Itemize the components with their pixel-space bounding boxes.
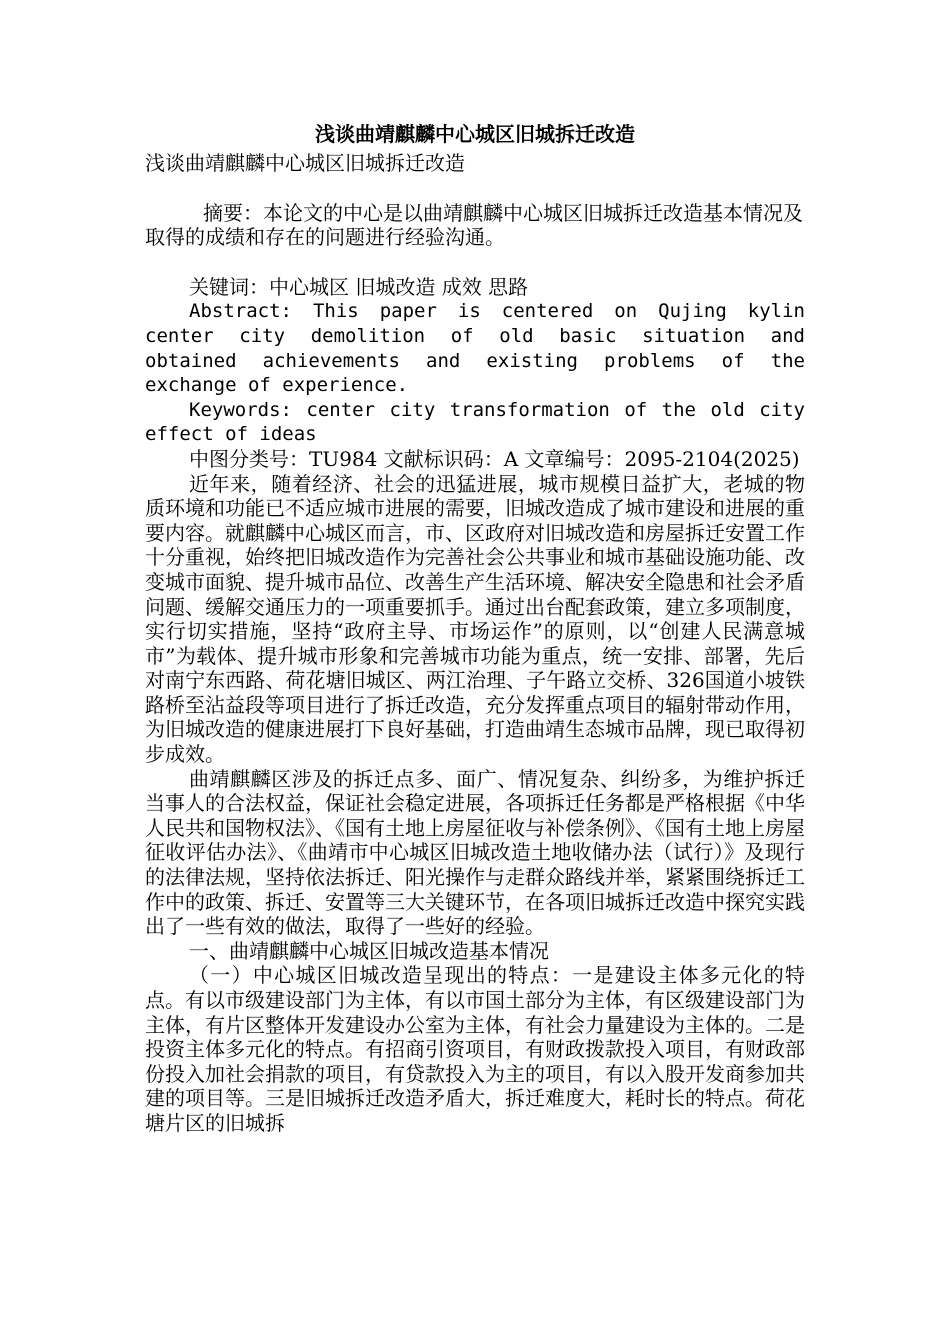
spacer: [145, 250, 805, 275]
paragraph-2: 曲靖麒麟区涉及的拆迁点多、面广、情况复杂、纠纷多，为维护拆迁当事人的合法权益，保证社会稳定进展，各项拆迁任务都是严格根据《中华人民共和国物权法》、《国有土地上房屋征收与补偿条例》、《国有土地上房屋征收评估办法》、《曲靖市中心城区旧城改造土地收储办法（试行）》及现行的法律法规，坚持依法拆迁、阳光操作与走群众路线并举，紧紧围绕拆迁工作中的政策、拆迁、安置等三大关键环节，在各项旧城拆迁改造中探究实践出了一些有效的做法，取得了一些好的经验。: [145, 766, 805, 939]
classification-line: 中图分类号：TU984 文献标识码：A 文章编号：2095-2104(2025): [189, 446, 800, 471]
document-title: 浅谈曲靖麒麟中心城区旧城拆迁改造: [315, 122, 635, 146]
keywords-cn: 关键词：中心城区 旧城改造 成效 思路: [189, 274, 529, 299]
abstract-cn: 摘要：本论文的中心是以曲靖麒麟中心城区旧城拆迁改造基本情况及取得的成绩和存在的问题进行经验沟通。: [145, 200, 803, 250]
document-subtitle: 浅谈曲靖麒麟中心城区旧城拆迁改造: [145, 151, 465, 175]
keywords-en: Keywords: center city transformation of the old city effect of ideas: [145, 398, 805, 446]
document-page: [145, 122, 805, 1136]
paragraph-1: 近年来，随着经济、社会的迅猛进展，城市规模日益扩大，老城的物质环境和功能已不适应城市进展的需要，旧城改造成了城市建设和进展的重要内容。就麒麟中心城区而言，市、区政府对旧城改造和房屋拆迁安置工作十分重视，始终把旧城改造作为完善社会公共事业和城市基础设施功能、改变城市面貌、提升城市品位、改善生产生活环境、解决安全隐患和社会矛盾问题、缓解交通压力的一项重要抓手。通过出台配套政策，建立多项制度，实行切实措施，坚持“政府主导、市场运作”的原则，以“创建人民满意城市”为载体、提升城市形象和完善城市功能为重点，统一安排、部署，先后对南宁东西路、荷花塘旧城区、两江治理、子午路立交桥、326国道小坡铁路桥至沾益段等项目进行了拆迁改造，充分发挥重点项目的辐射带动作用，为旧城改造的健康进展打下良好基础，打造曲靖生态城市品牌，现已取得初步成效。: [145, 471, 805, 767]
section-1-heading: 一、曲靖麒麟中心城区旧城改造基本情况: [189, 938, 549, 963]
abstract-en: Abstract: This paper is centered on Qujing kylin center city demolition of old basic situation and obtained achievements and existing problems of the exchange of experience.: [145, 300, 805, 397]
spacer: [145, 176, 805, 201]
section-1-paragraph: （一）中心城区旧城改造呈现出的特点：一是建设主体多元化的特点。有以市级建设部门为主体，有以市国土部分为主体，有区级建设部门为主体，有片区整体开发建设办公室为主体，有社会力量建设为主体的。二是投资主体多元化的特点。有招商引资项目，有财政拨款投入项目，有财政部份投入加社会捐款的项目，有贷款投入为主的项目，有以入股开发商参加共建的项目等。三是旧城拆迁改造矛盾大，拆迁难度大，耗时长的特点。荷花塘片区的旧城拆: [145, 963, 805, 1135]
